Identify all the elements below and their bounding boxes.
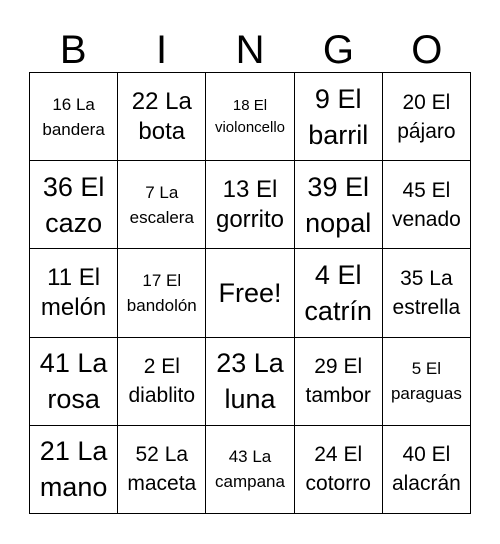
bingo-cell[interactable] xyxy=(30,73,118,161)
cell-label: 23 La luna xyxy=(216,348,284,415)
free-space-label: Free! xyxy=(218,277,282,308)
bingo-cell[interactable] xyxy=(383,73,471,161)
bingo-cell[interactable] xyxy=(383,249,471,337)
cell-label: 17 El bandolón xyxy=(126,270,197,315)
bingo-cell[interactable] xyxy=(295,338,383,426)
header-letter-o: O xyxy=(411,28,443,72)
cell-label: 18 El violoncello xyxy=(214,96,286,136)
bingo-cell[interactable] xyxy=(206,338,294,426)
bingo-cell[interactable] xyxy=(118,249,206,337)
cell-label: 29 El tambor xyxy=(305,355,371,408)
cell-label: 24 El cotorro xyxy=(305,443,371,496)
bingo-cell[interactable] xyxy=(206,426,294,514)
cell-label: 9 El barril xyxy=(308,83,369,150)
bingo-cell[interactable] xyxy=(30,249,118,337)
cell-label: 5 El paraguas xyxy=(390,359,462,404)
bingo-cell[interactable] xyxy=(295,161,383,249)
bingo-cell[interactable] xyxy=(295,426,383,514)
cell-label: 45 El venado xyxy=(391,178,461,231)
bingo-cell[interactable] xyxy=(118,161,206,249)
cell-label: 21 La mano xyxy=(39,436,108,503)
cell-label: 7 La escalera xyxy=(129,182,194,227)
cell-label: 11 El melón xyxy=(40,263,107,321)
header-letter-i: I xyxy=(156,28,168,72)
cell-label: 40 El alacrán xyxy=(391,443,461,496)
cell-label: 22 La bota xyxy=(131,87,192,145)
cell-label: 39 El nopal xyxy=(305,171,372,238)
bingo-header xyxy=(29,22,471,72)
cell-label: 2 El diablito xyxy=(128,355,196,408)
cell-label: 52 La maceta xyxy=(127,443,197,496)
bingo-cell[interactable] xyxy=(30,338,118,426)
cell-label: 35 La estrella xyxy=(392,266,461,319)
bingo-cell[interactable] xyxy=(118,426,206,514)
header-letter-b: B xyxy=(59,28,87,72)
cell-label: 4 El catrín xyxy=(304,259,372,326)
bingo-cell[interactable] xyxy=(383,426,471,514)
bingo-cell[interactable] xyxy=(295,249,383,337)
bingo-cell[interactable] xyxy=(383,161,471,249)
cell-label: 16 La bandera xyxy=(42,94,105,139)
bingo-cell[interactable] xyxy=(206,73,294,161)
cell-label: 13 El gorrito xyxy=(215,175,284,233)
cell-label: 41 La rosa xyxy=(39,348,108,415)
bingo-cell[interactable] xyxy=(383,338,471,426)
bingo-cell[interactable] xyxy=(30,426,118,514)
bingo-cell[interactable] xyxy=(118,338,206,426)
bingo-cell[interactable] xyxy=(295,73,383,161)
header-letter-g: G xyxy=(322,28,354,72)
cell-label: 36 El cazo xyxy=(42,171,105,238)
bingo-cell[interactable] xyxy=(206,161,294,249)
free-space-cell[interactable] xyxy=(206,249,294,337)
cell-label: 20 El pájaro xyxy=(397,90,456,143)
bingo-cell[interactable] xyxy=(118,73,206,161)
cell-label: 43 La campana xyxy=(215,447,285,492)
bingo-cell[interactable] xyxy=(30,161,118,249)
bingo-card-grid xyxy=(29,72,471,514)
header-letter-n: N xyxy=(235,28,265,72)
